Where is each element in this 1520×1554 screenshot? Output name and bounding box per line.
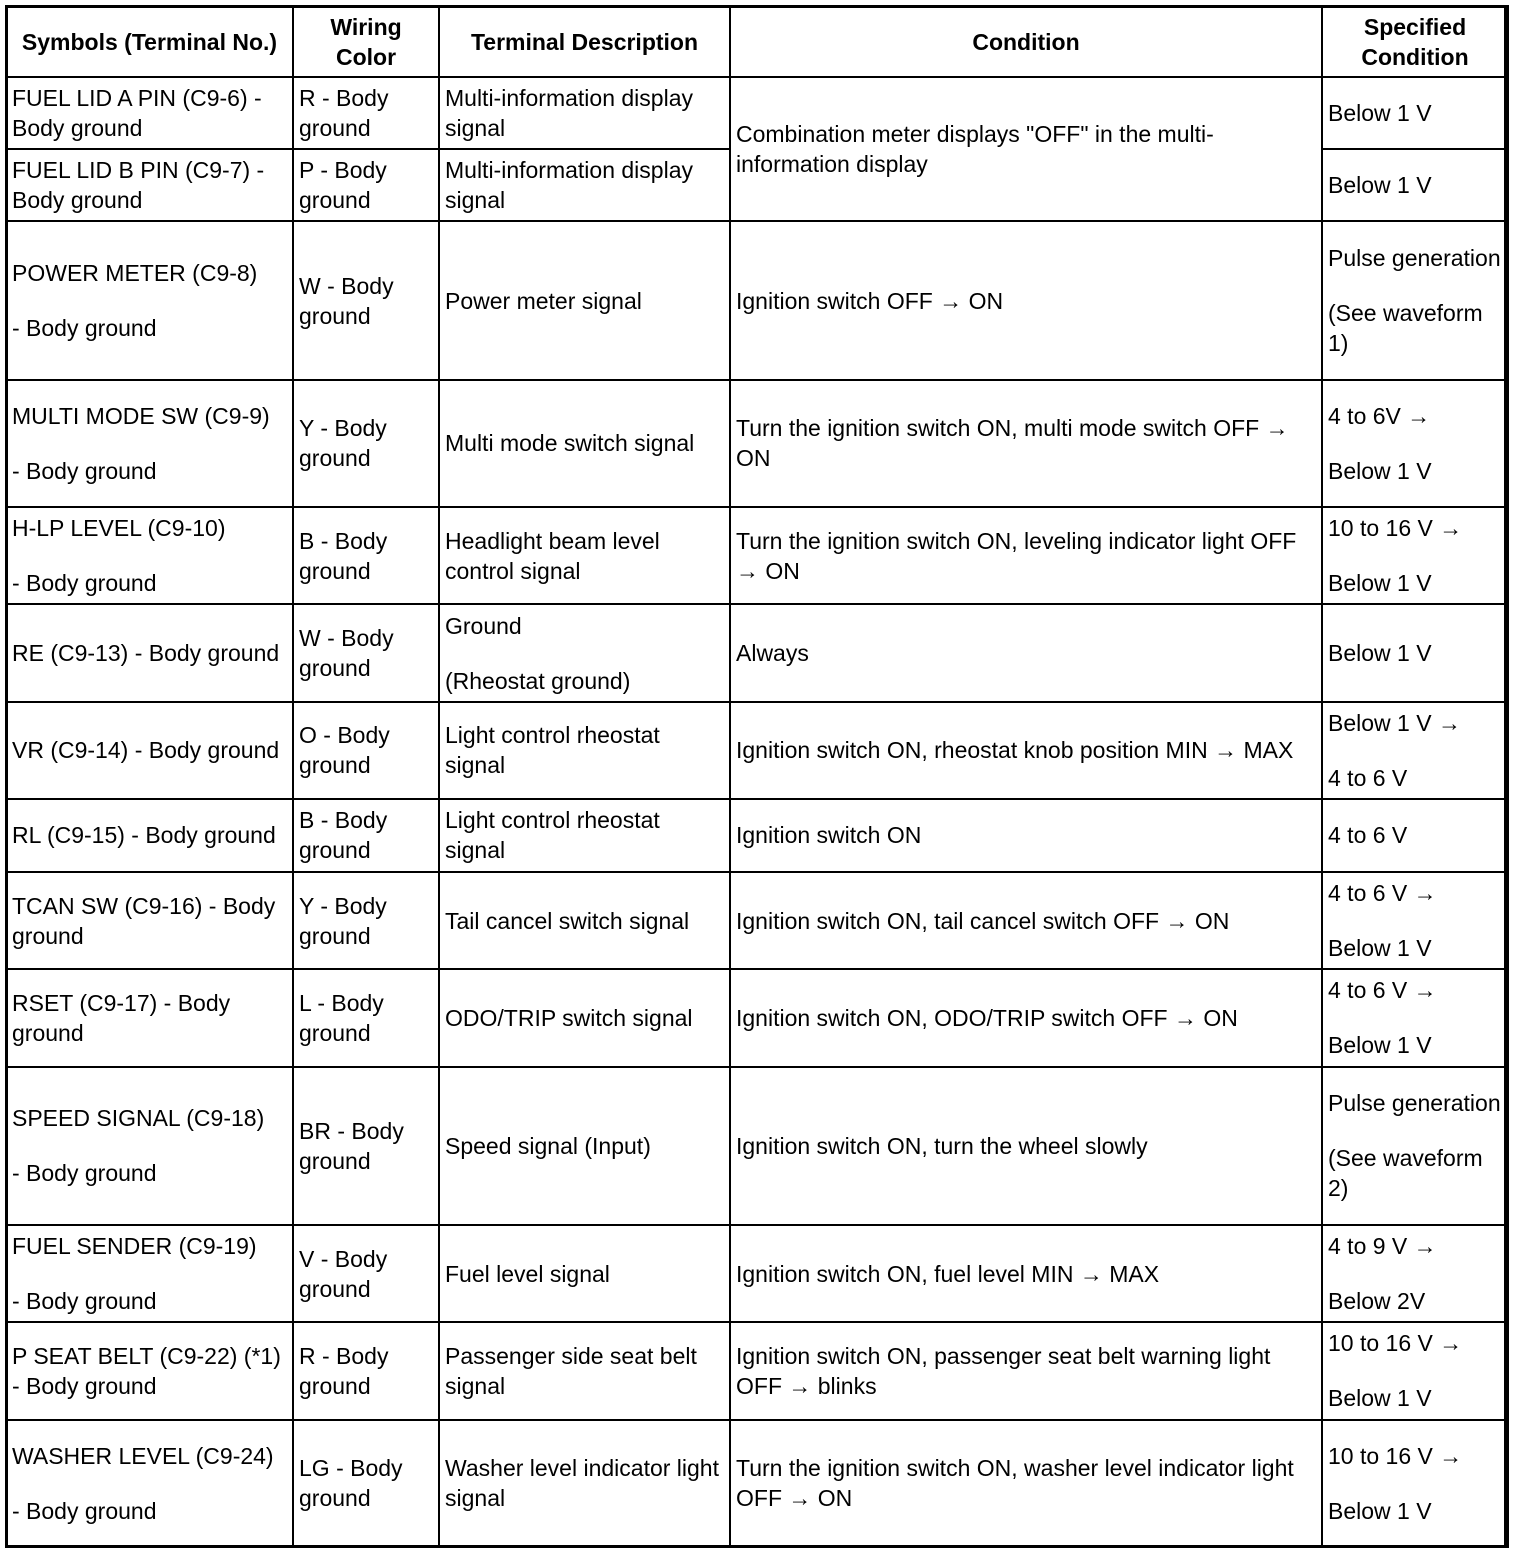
symbol-text: - Body ground [12,457,157,484]
condition-cell: Ignition switch ON, passenger seat belt warning light OFF → blinks [730,1322,1322,1419]
spec-text: 4 to 6 V → [1328,880,1437,907]
description-text: Speed signal (Input) [445,1132,651,1159]
condition-cell: Always [730,604,1322,701]
symbol-text: VR (C9-14) - Body ground [12,737,280,764]
symbol-text: MULTI MODE SW (C9-9) [12,402,270,429]
header-symbols: Symbols (Terminal No.) [6,6,293,77]
condition-cell-merged: Combination meter displays "OFF" in the multi-information display [730,77,1322,221]
wiring-color-cell: Y - Body ground [293,380,439,507]
spec-text: Pulse generation [1328,1090,1501,1117]
spec-text: 10 to 16 V → [1328,1330,1463,1357]
symbol-text: P SEAT BELT (C9-22) (*1) - Body ground [12,1342,281,1399]
description-text: Multi-information display signal [445,85,693,142]
description-text: Headlight beam level control signal [445,527,660,584]
spec-text: 10 to 16 V → [1328,515,1463,542]
symbol-text: TCAN SW (C9-16) - Body ground [12,892,276,949]
header-condition: Condition [730,6,1322,77]
spec-text: Pulse generation [1328,245,1501,272]
spec-text: Below 1 V [1328,457,1432,484]
symbol-text: - Body ground [12,1497,157,1524]
spec-text: Below 1 V → [1328,709,1461,736]
spec-text: 4 to 9 V → [1328,1233,1437,1260]
description-text: Multi-information display signal [445,157,693,214]
description-text: Light control rheostat signal [445,722,660,779]
header-specified-condition: Specified Condition [1322,6,1508,77]
condition-cell: Turn the ignition switch ON, leveling indicator light OFF → ON [730,507,1322,604]
spec-text: (See waveform 2) [1328,1145,1483,1202]
condition-cell: Ignition switch ON [730,799,1322,872]
wiring-color-cell: P - Body ground [293,149,439,221]
description-text: ODO/TRIP switch signal [445,1004,693,1031]
condition-cell: Turn the ignition switch ON, multi mode switch OFF → ON [730,380,1322,507]
header-wiring-color: Wiring Color [293,6,439,77]
description-text: Tail cancel switch signal [445,907,690,934]
condition-cell: Ignition switch ON, fuel level MIN → MAX [730,1225,1322,1322]
wiring-color-cell: B - Body ground [293,799,439,872]
spec-text: (See waveform 1) [1328,300,1483,357]
spec-text: Below 1 V [1328,100,1432,127]
spec-text: 4 to 6 V [1328,822,1408,849]
wiring-color-cell: W - Body ground [293,604,439,701]
spec-text: Below 1 V [1328,640,1432,667]
symbol-text: H-LP LEVEL (C9-10) [12,515,226,542]
spec-text: Below 1 V [1328,935,1432,962]
symbol-text: POWER METER (C9-8) [12,260,258,287]
symbol-text: RL (C9-15) - Body ground [12,822,276,849]
description-text: Passenger side seat belt signal [445,1342,697,1399]
spec-text: 4 to 6 V [1328,764,1408,791]
symbol-text: FUEL LID A PIN (C9-6) - Body ground [12,85,262,142]
spec-text: 4 to 6V → [1328,402,1431,429]
header-terminal-description: Terminal Description [439,6,730,77]
description-text: Fuel level signal [445,1260,610,1287]
spec-text: Below 1 V [1328,1385,1432,1412]
wiring-color-cell: R - Body ground [293,77,439,149]
symbol-text: SPEED SIGNAL (C9-18) [12,1105,265,1132]
symbol-text: FUEL LID B PIN (C9-7) - Body ground [12,157,265,214]
symbol-text: RSET (C9-17) - Body ground [12,989,231,1046]
wiring-color-cell: W - Body ground [293,221,439,379]
wiring-color-cell: BR - Body ground [293,1067,439,1225]
wiring-color-cell: L - Body ground [293,969,439,1066]
condition-cell: Ignition switch ON, ODO/TRIP switch OFF → ON [730,969,1322,1066]
condition-cell: Turn the ignition switch ON, washer level indicator light OFF → ON [730,1420,1322,1548]
condition-cell: Ignition switch ON, turn the wheel slowly [730,1067,1322,1225]
description-text: Power meter signal [445,287,642,314]
wiring-color-cell: O - Body ground [293,702,439,799]
condition-cell: Ignition switch ON, rheostat knob position MIN → MAX [730,702,1322,799]
symbol-text: - Body ground [12,570,157,597]
wiring-color-cell: Y - Body ground [293,872,439,969]
description-text: Light control rheostat signal [445,807,660,864]
wiring-color-cell: B - Body ground [293,507,439,604]
symbol-text: - Body ground [12,315,157,342]
spec-text: Below 2V [1328,1288,1426,1315]
symbol-text: - Body ground [12,1160,157,1187]
condition-cell: Ignition switch OFF → ON [730,221,1322,379]
wiring-color-cell: LG - Body ground [293,1420,439,1548]
symbol-text: WASHER LEVEL (C9-24) [12,1442,274,1469]
symbol-text: - Body ground [12,1288,157,1315]
wiring-color-cell: R - Body ground [293,1322,439,1419]
spec-text: Below 1 V [1328,1032,1432,1059]
wiring-color-cell: V - Body ground [293,1225,439,1322]
spec-text: Below 1 V [1328,570,1432,597]
symbol-text: FUEL SENDER (C9-19) [12,1233,257,1260]
symbol-text: RE (C9-13) - Body ground [12,640,280,667]
description-text: Multi mode switch signal [445,430,695,457]
spec-text: 4 to 6 V → [1328,977,1437,1004]
spec-text: 10 to 16 V → [1328,1442,1463,1469]
description-text: Ground [445,612,522,639]
description-text: (Rheostat ground) [445,667,631,694]
spec-text: Below 1 V [1328,1497,1432,1524]
condition-cell: Ignition switch ON, tail cancel switch OFF → ON [730,872,1322,969]
spec-text: Below 1 V [1328,172,1432,199]
table-outer-border [5,5,1507,1548]
description-text: Washer level indicator light signal [445,1455,719,1512]
